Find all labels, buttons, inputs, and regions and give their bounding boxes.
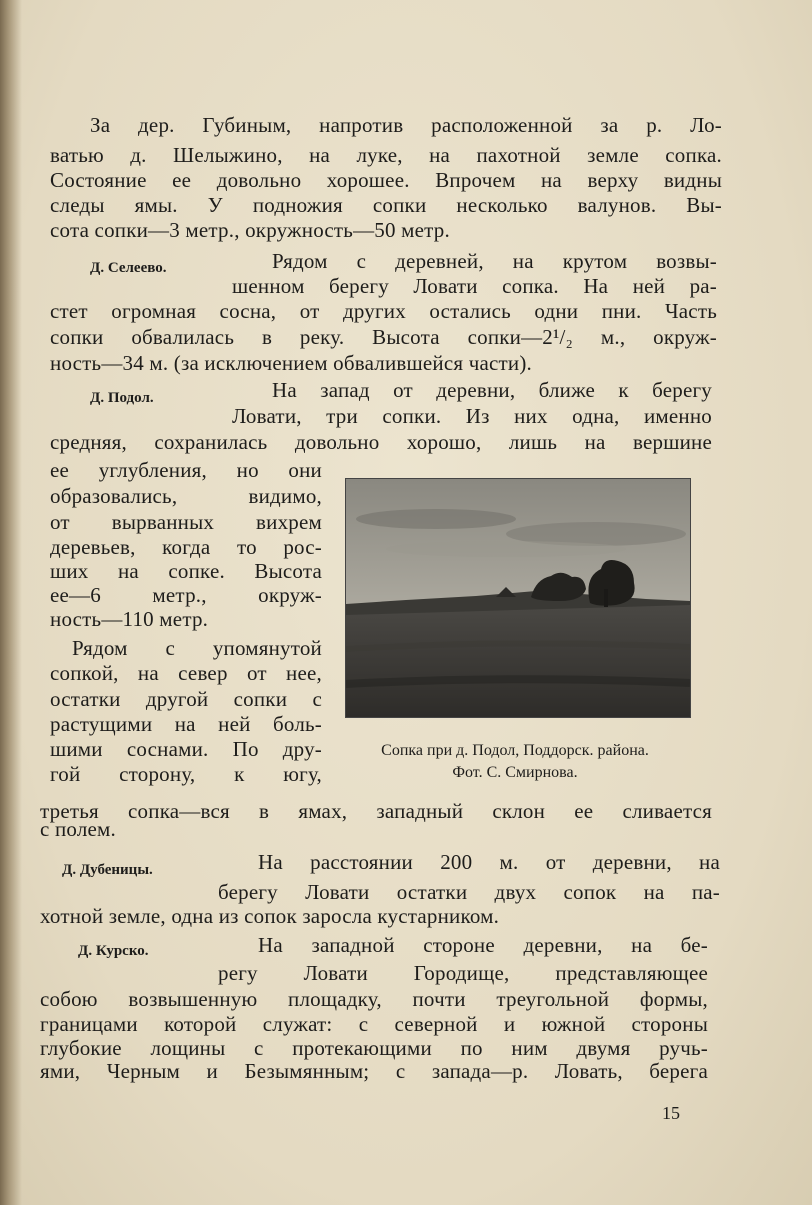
text-line: растущими на ней боль- [50,712,322,736]
photo-caption-line-2: Фот. С. Смирнова. [452,764,578,781]
village-label-dubenitsy: Д. Дубеницы. [62,862,153,878]
page-number: 15 [662,1103,680,1123]
text-line: ших на сопке. Высота [50,559,322,583]
text-line: с полем. [40,817,116,841]
text-line: Ловати, три сопки. Из них одна, именно [232,404,712,428]
text-line: сота сопки—3 метр., окружность—50 метр. [50,218,450,242]
text-line: На расстоянии 200 м. от деревни, на [258,850,720,874]
text-line: ность—34 м. (за исключением обвалившейся части). [50,351,532,375]
text-line: берегу Ловати остатки двух сопок на па- [218,880,720,904]
text-line: шенном берегу Ловати сопка. На ней ра- [232,274,717,298]
text-line: сопкой, на север от нее, [50,661,322,685]
text-line: глубокие лощины с протекающими по ним двумя ручь- [40,1036,708,1060]
photo-caption-line-1: Сопка при д. Подол, Поддорск. района. [381,742,649,759]
village-label-kursko: Д. Курско. [78,943,149,959]
text-line: ее—6 метр., окруж- [50,583,322,607]
text-line: от вырванных вихрем [50,510,322,534]
text-line: стет огромная сосна, от других остались одни пни. Часть [50,299,717,323]
text-line: Состояние ее довольно хорошее. Впрочем на верху видны [50,168,722,192]
text-line: третья сопка—вся в ямах, западный склон ее сливается [40,799,712,823]
page-spine-shadow [0,0,22,1205]
text-line: ями, Черным и Безымянным; с запада—р. Ловать, берега [40,1059,708,1083]
text-line: Рядом с деревней, на крутом возвы- [272,249,717,273]
text-line: собою возвышенную площадку, почти треугольной формы, [40,987,708,1011]
text-line: остатки другой сопки с [50,687,322,711]
text-line: сопки обвалилась в реку. Высота сопки—2¹/₂ м., окруж- [50,325,717,349]
text-line: хотной земле, одна из сопок заросла кустарником. [40,904,500,928]
text-line: шими соснами. По дру- [50,737,322,761]
photo-podol-mound [345,478,691,718]
text-line: следы ямы. У подножия сопки несколько валунов. Вы- [50,193,722,217]
text-line: образовались, видимо, [50,484,322,508]
text-line: На запад от деревни, ближе к берегу [272,378,712,402]
text-line: границами которой служат: с северной и южной стороны [40,1012,708,1036]
photo-image [346,479,690,717]
text-line: Рядом с упомянутой [72,636,322,660]
village-label-podol: Д. Подол. [90,390,154,406]
village-label-seleevo: Д. Селеево. [90,260,167,276]
text-line: ватью д. Шелыжино, на луке, на пахотной земле сопка. [50,143,722,167]
text-line: средняя, сохранилась довольно хорошо, лишь на вершине [50,430,712,454]
text-line: регу Ловати Городище, представляющее [218,961,708,985]
text-line: На западной стороне деревни, на бе- [258,933,708,957]
text-line: ность—110 метр. [50,607,209,631]
text-line: За дер. Губиным, напротив расположенной за р. Ло- [90,113,722,137]
text-line: гой сторону, к югу, [50,762,322,786]
text-line: ее углубления, но они [50,458,322,482]
text-line: деревьев, когда то рос- [50,535,322,559]
